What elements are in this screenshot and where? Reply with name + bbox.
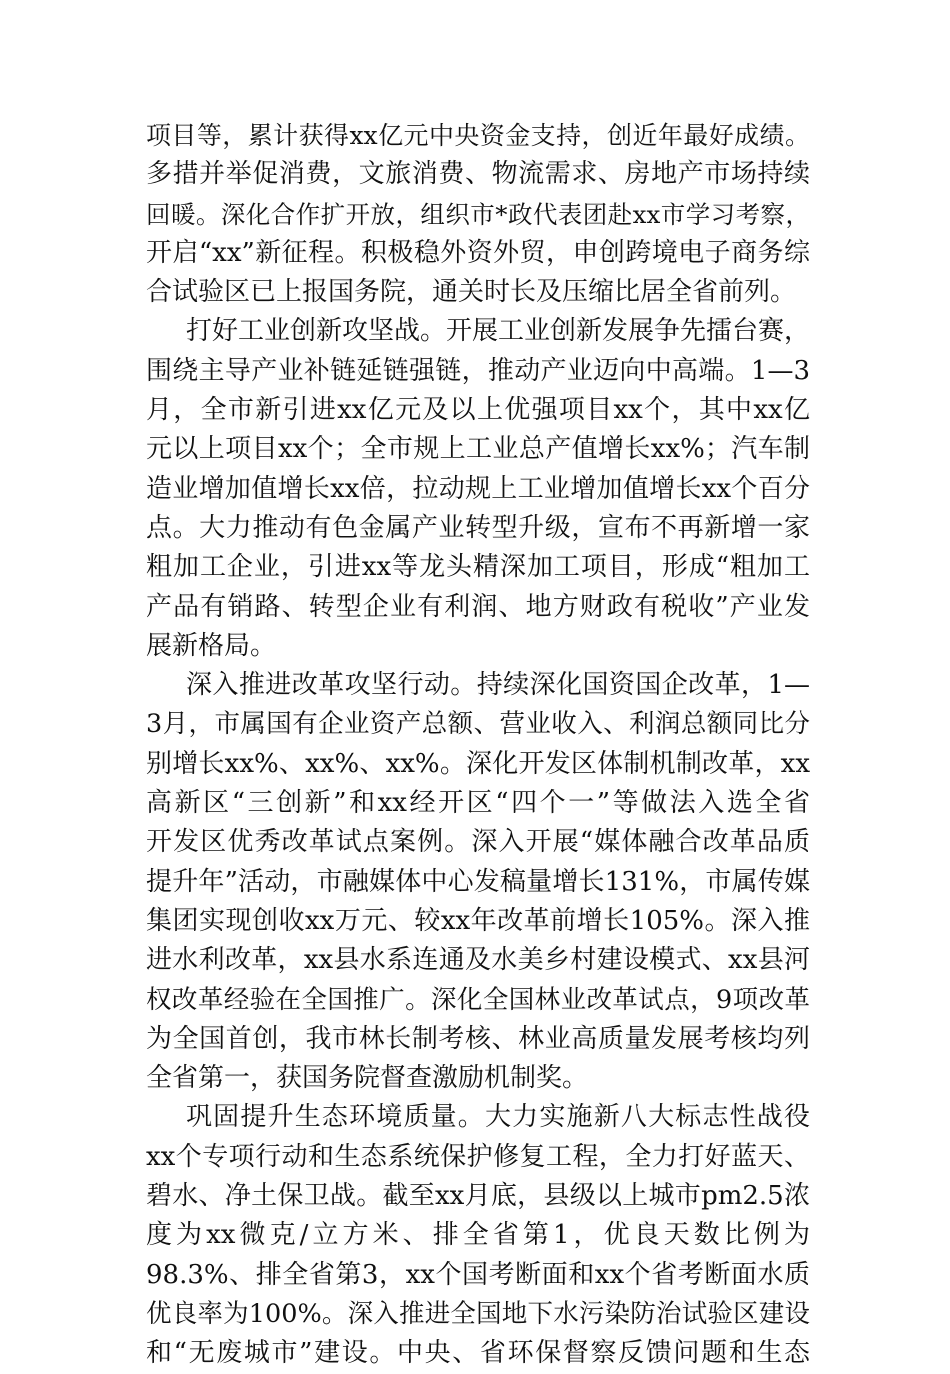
text-line: 开发区优秀改革试点案例。深入开展“媒体融合改革品质: [146, 827, 810, 858]
text-line: 造业增加值增长xx倍，拉动规上工业增加值增长xx个百分: [146, 473, 810, 504]
text-line: 多措并举促消费，文旅消费、物流需求、房地产市场持续: [146, 159, 810, 190]
text-line: 月，全市新引进xx亿元及以上优强项目xx个，其中xx亿: [146, 395, 810, 426]
text-line: 别增长xx%、xx%、xx%。深化开发区体制机制改革，xx: [146, 748, 810, 779]
paragraph-first-line: 打好工业创新攻坚战。开展工业创新发展争先擂台赛，: [186, 316, 811, 347]
text-line: 98.3%、排全省第3，xx个国考断面和xx个省考断面水质: [146, 1259, 810, 1290]
paragraph-first-line: 深入推进改革攻坚行动。持续深化国资国企改革，1—: [186, 670, 810, 701]
text-line: 回暖。深化合作扩开放，组织市*政代表团赴xx市学习考察，: [146, 199, 810, 229]
text-line: 点。大力推动有色金属产业转型升级，宣布不再新增一家: [146, 512, 810, 543]
text-line: 围绕主导产业补链延链强链，推动产业迈向中高端。1—3: [146, 355, 810, 386]
text-line: 度为xx微克/立方米、排全省第1，优良天数比例为: [146, 1220, 810, 1251]
text-line: 3月，市属国有企业资产总额、营业收入、利润总额同比分: [146, 709, 810, 740]
text-line: 碧水、净土保卫战。截至xx月底，县级以上城市pm2.5浓: [146, 1181, 810, 1212]
text-line: 元以上项目xx个；全市规上工业总产值增长xx%；汽车制: [146, 434, 810, 465]
text-line: 提升年”活动，市融媒体中心发稿量增长131%，市属传媒: [146, 866, 810, 897]
text-line: 合试验区已上报国务院，通关时长及压缩比居全省前列。: [146, 277, 797, 308]
text-line: 项目等，累计获得xx亿元中央资金支持，创近年最好成绩。: [146, 121, 810, 150]
text-line: 集团实现创收xx万元、较xx年改革前增长105%。深入推: [146, 905, 810, 936]
text-line: 全省第一，获国务院督查激励机制奖。: [146, 1063, 589, 1094]
text-line: 高新区“三创新”和xx经开区“四个一”等做法入选全省: [146, 788, 810, 819]
text-line: 优良率为100%。深入推进全国地下水污染防治试验区建设: [146, 1298, 810, 1329]
text-line: xx个专项行动和生态系统保护修复工程，全力打好蓝天、: [146, 1141, 810, 1172]
text-line: 开启“xx”新征程。积极稳外资外贸，申创跨境电子商务综: [146, 237, 810, 268]
text-line: 产品有销路、转型企业有利润、地方财政有税收”产业发: [146, 591, 810, 622]
text-line: 进水利改革，xx县水系连通及水美乡村建设模式、xx县河: [146, 945, 810, 976]
text-line: 和“无废城市”建设。中央、省环保督察反馈问题和生态: [146, 1338, 810, 1369]
text-line: 粗加工企业，引进xx等龙头精深加工项目，形成“粗加工: [146, 552, 810, 583]
text-line: 展新格局。: [146, 630, 277, 661]
paragraph-first-line: 巩固提升生态环境质量。大力实施新八大标志性战役: [186, 1102, 810, 1133]
document-body: [146, 116, 810, 1374]
text-line: 权改革经验在全国推广。深化全国林业改革试点，9项改革: [146, 984, 810, 1015]
text-line: 为全国首创，我市林长制考核、林业高质量发展考核均列: [146, 1023, 810, 1054]
